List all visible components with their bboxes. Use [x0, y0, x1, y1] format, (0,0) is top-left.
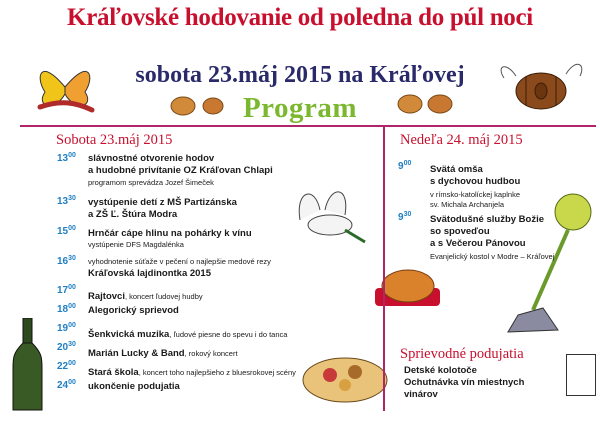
event-line: Rajtovci, koncert ľudovej hudby	[88, 291, 203, 302]
event-time: $9^{00}$	[398, 160, 412, 172]
event-time: $19^{00}$	[57, 322, 76, 334]
event-title: a ZŠ Ľ. Štúra Modra	[88, 209, 178, 220]
event-time: $9^{30}$	[398, 211, 412, 223]
event-title: Hrnčár cápe hlinu na pohárky k vínu	[88, 228, 252, 239]
pastry-icon	[395, 88, 465, 118]
event-note: v rímsko-katolíckej kaplnke	[430, 190, 521, 199]
event-date-subtitle: sobota 23.máj 2015 na Kráľovej	[135, 62, 465, 88]
event-note: programom sprevádza Jozef Šimeček	[88, 178, 214, 187]
side-event-item: vinárov	[404, 389, 438, 400]
event-note: vyhodnotenie súťaže v pečení o najlepšie medové rezy	[88, 257, 271, 266]
flying-wine-barrel-icon	[496, 56, 586, 116]
sponsor-logo	[566, 354, 596, 396]
event-time: $16^{30}$	[57, 255, 76, 267]
horizontal-divider	[20, 125, 596, 127]
event-time: $13^{30}$	[57, 195, 76, 207]
side-event-item: Ochutnávka vín miestnych	[404, 377, 525, 388]
event-line: Stará škola, koncert toho najlepšieho z bluesrokovej scény	[88, 367, 296, 378]
event-time: $20^{30}$	[57, 341, 76, 353]
dove-with-wine-bottle-icon	[290, 180, 370, 250]
event-title: vystúpenie detí z MŠ Partizánska	[88, 197, 237, 208]
program-heading: Program	[242, 92, 358, 124]
food-platter-icon	[300, 340, 390, 410]
pastry-icon	[168, 88, 228, 118]
event-line: Marián Lucky & Band, rokový koncert	[88, 348, 238, 359]
event-time: $17^{00}$	[57, 284, 76, 296]
event-title: a s Večerou Pánovou	[430, 238, 526, 249]
event-title: slávnostné otvorenie hodov	[88, 153, 215, 164]
event-title: Svätodušné služby Božie	[430, 214, 545, 225]
event-title: a hudobné privítanie OZ Kráľovan Chlapi	[88, 165, 273, 176]
event-title: ukončenie podujatia	[88, 381, 180, 392]
event-title: Kráľovská lajdinontka 2015	[88, 268, 211, 279]
event-time: $13^{00}$	[57, 152, 76, 164]
saturday-heading: Sobota 23.máj 2015	[56, 132, 173, 148]
event-title: so spoveďou	[430, 226, 490, 237]
event-time: $15^{00}$	[57, 225, 76, 237]
pouring-wine-glass-icon	[498, 190, 594, 335]
event-time: $22^{00}$	[57, 360, 76, 372]
butterfly-icon	[30, 52, 100, 117]
side-events-heading: Sprievodné podujatia	[400, 346, 524, 362]
event-title: s dychovou hudbou	[430, 176, 521, 187]
event-title: Svätá omša	[430, 164, 483, 175]
event-time: $24^{00}$	[57, 379, 76, 391]
event-note: sv. Michala Archanjela	[430, 200, 505, 209]
wine-bottle-icon	[10, 318, 45, 413]
page-title: Kráľovské hodovanie od poledna do púl noci	[67, 4, 533, 31]
event-title: Alegorický sprievod	[88, 305, 179, 316]
side-event-item: Detské kolotoče	[404, 365, 477, 376]
sunday-heading: Nedeľa 24. máj 2015	[400, 132, 523, 148]
roast-chicken-icon	[370, 258, 445, 313]
event-note: Evanjelický kostol v Modre – Kráľovej	[430, 252, 555, 261]
event-line: Šenkvická muzika, ľudové piesne do spevu i do tanca	[88, 329, 288, 340]
event-note: vystúpenie DFS Magdalénka	[88, 240, 184, 249]
column-divider	[383, 126, 385, 411]
event-time: $18^{00}$	[57, 303, 76, 315]
